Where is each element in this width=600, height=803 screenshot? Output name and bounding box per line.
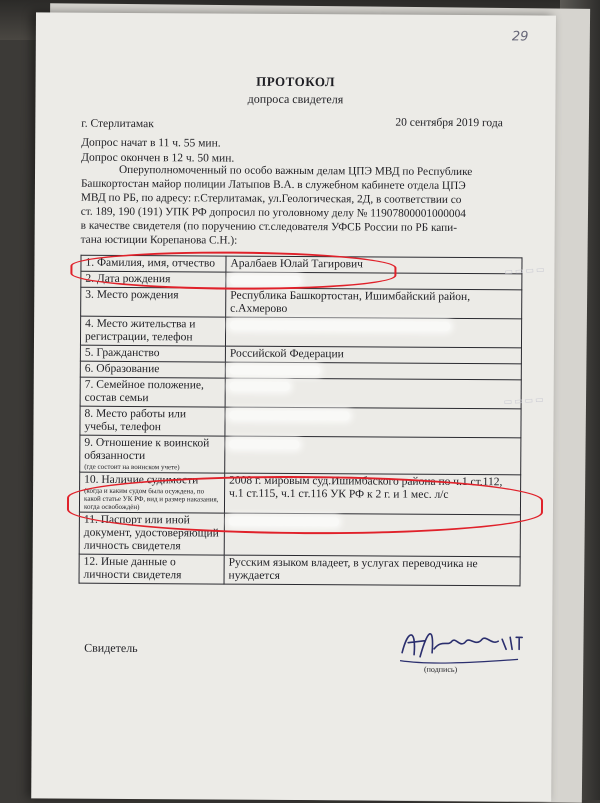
row-value-cell	[226, 288, 522, 319]
row-label-cell	[79, 512, 224, 555]
row-label: 5. Гражданство	[84, 346, 160, 360]
row-label-cell	[79, 472, 224, 513]
row-label: 7. Семейное положение, состав семьи	[84, 378, 204, 405]
row-value-cell	[225, 346, 521, 364]
row-label: 12. Иные данные о личности свидетеля	[83, 555, 182, 582]
body-text-line: тана юстиции Корепанова С.Н.):	[80, 233, 238, 247]
row-value-cell	[224, 513, 520, 557]
row-label: 8. Место работы или учебы, телефон	[84, 407, 187, 434]
table-row	[81, 287, 522, 319]
document-title: ПРОТОКОЛ	[256, 73, 336, 90]
interrogation-end-time: Допрос окончен в 12 ч. 50 мин.	[81, 151, 235, 165]
row-label-cell	[80, 406, 225, 436]
body-text-line: Оперуполномоченный по особо важным делам ЦПЭ МВД по Республике	[119, 163, 473, 179]
redacted-value	[230, 320, 450, 330]
row-value-cell	[225, 362, 521, 380]
redacted-value	[230, 365, 320, 375]
table-row	[79, 512, 520, 557]
table-row	[79, 472, 520, 515]
row-note: (когда и каким судом была осуждена, по какой статье УК РФ, вид и размер наказания, когда освобождён)	[83, 486, 219, 512]
row-value: Русским языком владеет, в услугах переводчика не нуждается	[228, 556, 478, 582]
row-value-cell	[225, 436, 521, 475]
stamp-bleed-through: ▭▭▭▭	[503, 394, 546, 407]
row-value-cell	[225, 407, 521, 438]
row-label: 1. Фамилия, имя, отчество	[85, 256, 216, 270]
row-label: 10. Наличие судимости	[84, 473, 199, 487]
redacted-value	[230, 275, 300, 284]
row-value-cell	[225, 378, 521, 409]
table-row	[80, 316, 521, 348]
row-value-cell	[225, 317, 521, 348]
witness-label: Свидетель	[84, 640, 138, 656]
redacted-value	[230, 381, 290, 390]
row-label-cell	[81, 271, 226, 288]
body-text-line: Башкортостан майор полиции Латыпов В.А. в служебном кабинете отдела ЦПЭ	[80, 177, 466, 193]
table-row	[79, 554, 520, 586]
table-row	[80, 377, 521, 409]
row-value: Аралбаев Юлай Тагирович	[230, 257, 364, 271]
row-label: 3. Место рождения	[85, 288, 179, 302]
row-label-cell	[80, 435, 225, 473]
row-value-cell	[226, 256, 522, 274]
redacted-value	[230, 410, 350, 420]
place: г. Стерлитамак	[81, 117, 154, 131]
row-label: 11. Паспорт или иной документ, удостоверяющий личность свидетеля	[83, 513, 219, 553]
document-subtitle: допроса свидетеля	[247, 91, 344, 107]
row-label-cell	[81, 255, 226, 272]
document-page	[31, 12, 556, 801]
redacted-value	[229, 516, 339, 526]
row-value: Российской Федерации	[229, 347, 344, 361]
row-label-cell	[80, 377, 225, 407]
body-text-line: МВД по РБ, по адресу: г.Стерлитамак, ул.Геологическая, 2Д, в соответствии со	[80, 191, 462, 207]
date: 20 сентября 2019 года	[395, 116, 503, 130]
row-note: (где состоит на воинском учете)	[84, 462, 180, 472]
row-label-cell	[81, 287, 226, 317]
page-number: 29	[511, 29, 529, 45]
row-label-cell	[80, 316, 225, 346]
row-value-cell	[224, 473, 520, 515]
body-text-line: в качестве свидетеля (по поручению ст.следователя УФСБ России по РБ капи-	[80, 219, 458, 234]
table-row	[80, 435, 521, 475]
body-text-line: ст. 189, 190 (191) УПК РФ допросил по уголовному делу № 11907800001000004	[80, 205, 466, 221]
redacted-value	[229, 439, 299, 448]
interrogation-start-time: Допрос начат в 11 ч. 55 мин.	[81, 136, 221, 150]
row-label: 4. Место жительства и регистрации, телефон	[84, 317, 196, 344]
row-value: Республика Башкортостан, Ишимбайский район, с.Ахмерово	[230, 289, 471, 315]
witness-signature	[398, 623, 528, 668]
row-label: 9. Отношение к воинской обязанности	[84, 436, 210, 463]
stamp-bleed-through: ▭▭▭▭	[504, 264, 547, 277]
row-value-cell	[226, 272, 522, 290]
table-row	[80, 406, 521, 438]
signature-caption: (подпись)	[423, 664, 458, 674]
row-label-cell	[79, 554, 224, 584]
row-label-cell	[80, 345, 225, 362]
row-label: 2. Дата рождения	[85, 272, 171, 286]
row-label-cell	[80, 361, 225, 378]
witness-info-table	[79, 255, 523, 587]
row-value-cell	[224, 555, 520, 586]
row-value: 2008 г. мировым суд.Ишимбаского района по ч.1 ст.112, ч.1 ст.115, ч.1 ст.116 УК РФ к 2 г. и 1 мес. л/с	[229, 474, 503, 501]
row-label: 6. Образование	[84, 362, 160, 376]
